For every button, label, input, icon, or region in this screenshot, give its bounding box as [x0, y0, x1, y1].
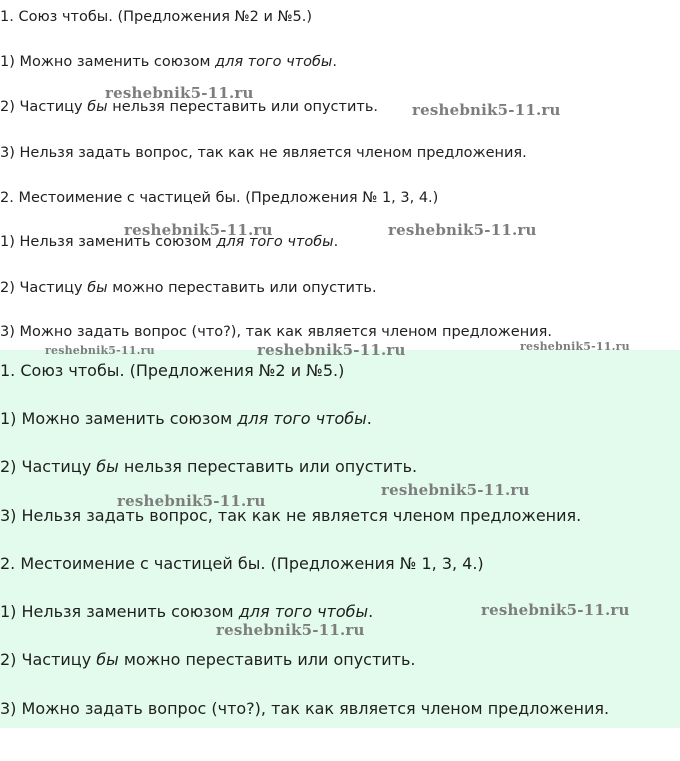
- rule-can-question: 3) Можно задать вопрос (что?), так как является членом предложения.: [0, 699, 610, 718]
- watermark: reshebnik5-11.ru: [124, 221, 273, 239]
- watermark: reshebnik5-11.ru: [117, 492, 266, 510]
- rule-replace-conjunction: 1) Можно заменить союзом для того чтобы.: [0, 54, 337, 70]
- watermark: reshebnik5-11.ru: [520, 340, 630, 353]
- rule-particle-fixed: 2) Частицу бы нельзя переставить или опустить.: [0, 99, 378, 115]
- rule-particle-movable: 2) Частицу бы можно переставить или опустить.: [0, 650, 416, 669]
- watermark: reshebnik5-11.ru: [388, 221, 537, 239]
- watermark: reshebnik5-11.ru: [45, 344, 155, 357]
- heading-pronoun: 2. Местоимение с частицей бы. (Предложения № 1, 3, 4.): [0, 554, 484, 573]
- rule-no-question: 3) Нельзя задать вопрос, так как не является членом предложения.: [0, 145, 527, 161]
- rule-particle-fixed: 2) Частицу бы нельзя переставить или опустить.: [0, 457, 418, 476]
- rule-can-question: 3) Можно задать вопрос (что?), так как является членом предложения.: [0, 324, 552, 340]
- heading-pronoun: 2. Местоимение с частицей бы. (Предложения № 1, 3, 4.): [0, 190, 439, 206]
- rule-no-question: 3) Нельзя задать вопрос, так как не является членом предложения.: [0, 506, 582, 525]
- rule-cannot-replace: 1) Нельзя заменить союзом для того чтобы.: [0, 234, 339, 250]
- rule-particle-movable: 2) Частицу бы можно переставить или опустить.: [0, 280, 377, 296]
- rule-replace-conjunction: 1) Можно заменить союзом для того чтобы.: [0, 409, 372, 428]
- answer-block-highlighted: [0, 350, 680, 728]
- heading-conjunction: 1. Союз чтобы. (Предложения №2 и №5.): [0, 361, 345, 380]
- watermark: reshebnik5-11.ru: [257, 341, 406, 359]
- watermark: reshebnik5-11.ru: [381, 481, 530, 499]
- watermark: reshebnik5-11.ru: [105, 84, 254, 102]
- heading-conjunction: 1. Союз чтобы. (Предложения №2 и №5.): [0, 9, 313, 25]
- watermark: reshebnik5-11.ru: [216, 621, 365, 639]
- rule-cannot-replace: 1) Нельзя заменить союзом для того чтобы.: [0, 602, 374, 621]
- watermark: reshebnik5-11.ru: [412, 101, 561, 119]
- watermark: reshebnik5-11.ru: [481, 601, 630, 619]
